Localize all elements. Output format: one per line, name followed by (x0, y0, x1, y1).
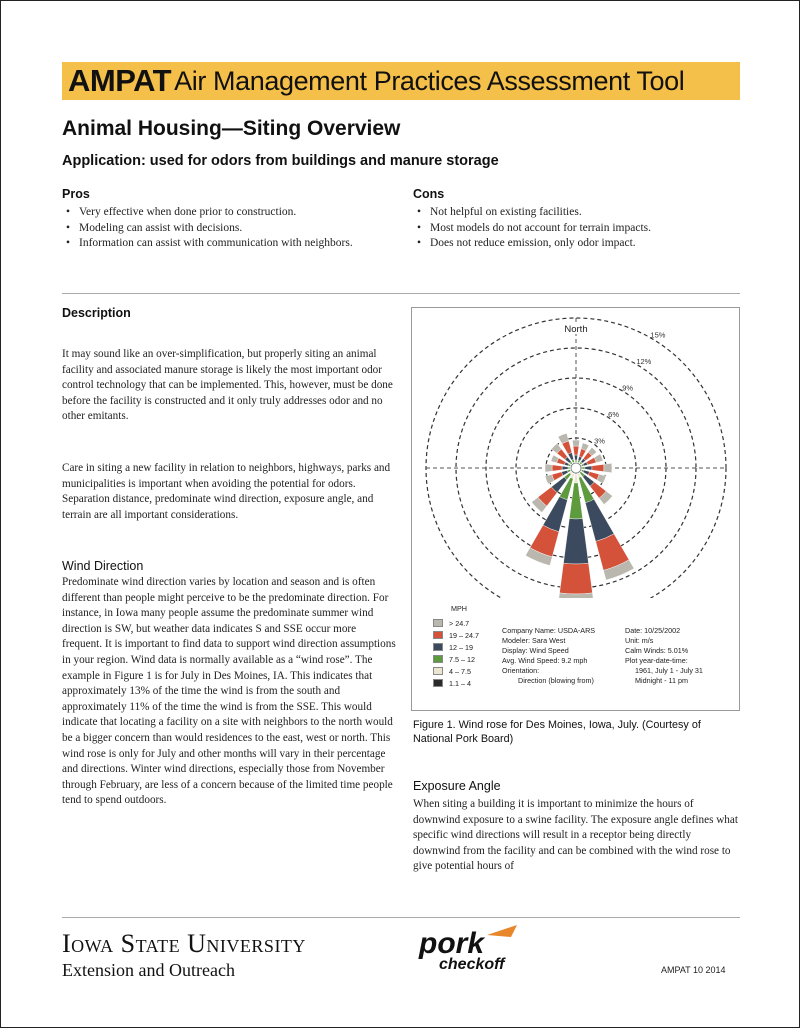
legend-swatch (433, 643, 443, 651)
cons-item: • Not helpful on existing facilities. (415, 205, 740, 221)
pork-checkoff-logo (417, 923, 529, 975)
legend-label: 12 – 19 (449, 642, 473, 652)
legend-entry (433, 665, 479, 677)
rose-segment (604, 463, 612, 472)
info-line: Orientation: (502, 666, 540, 675)
cons-item: • Does not reduce emission, only odor impact. (415, 236, 740, 252)
logo-text-pork: pork (419, 927, 485, 960)
figure-caption: Figure 1. Wind rose for Des Moines, Iowa, July. (Courtesy of National Pork Board) (413, 719, 701, 745)
calm-circle (571, 463, 581, 473)
logo-swoosh-icon (487, 925, 517, 937)
rose-segment (562, 466, 568, 470)
description-paragraph-2: Care in siting a new facility in relation to neighbors, highways, parks and municipalities is important when avoiding the potential for odors. Separation distance, predominate wind direction, exposure angle, and terrain are all important considerations. (62, 462, 391, 521)
pros-heading: Pros (62, 187, 90, 201)
legend-entry (433, 617, 479, 629)
info-line: Date: 10/25/2002 (625, 626, 681, 635)
wind-direction-paragraph: Predominate wind direction varies by location and season and is often different than people might perceive to be the predominate direction. For instance, in Iowa many people assume the predominate summer wind direction is SW, but weather data indicates S and SSE occur more frequent. It is important to find data to support wind direction assumptions in your region. Wind data is normally available as a “wind rose”. The example in Figure 1 is for July in Des Moines, IA. This indicates that approximately 13% of the time the wind is from the south and approximately 11% of the time the wind is from the SSE. This would indicate that locating a facility on a site with neighbors to the north would be a bigger concern than would residences to the east, west or north. This wind rose is only for July and other months will vary in their percentage and directions. Winter wind directions, especially those from November through February, are less of a concern because of the limited time people tend to spend outdoors. (62, 576, 396, 807)
figure-info-right (625, 626, 703, 686)
rose-segment (572, 440, 579, 446)
legend-entry (433, 641, 479, 653)
ring-label: 15% (650, 330, 666, 340)
info-line: Company Name: USDA-ARS (502, 626, 596, 635)
logo-text-checkoff: checkoff (439, 956, 505, 973)
legend-entry (433, 629, 479, 641)
pros-item: • Information can assist with communication with neighbors. (64, 236, 364, 252)
brand-name: AMPAT (68, 63, 172, 98)
north-label: North (564, 324, 588, 335)
legend-label: 19 – 24.7 (449, 630, 479, 640)
brand-full-name: Air Management Practices Assessment Tool (174, 65, 685, 96)
university-name: Iowa State University (62, 929, 306, 958)
header-banner (62, 62, 740, 100)
rose-segment (585, 466, 592, 470)
description-heading: Description (62, 306, 131, 320)
rose-segment (563, 519, 588, 564)
legend-entry (433, 653, 479, 665)
pros-item: • Very effective when done prior to construction. (64, 205, 364, 221)
wind-speed-legend (433, 604, 479, 689)
ring-label: 9% (622, 383, 634, 393)
exposure-angle-heading: Exposure Angle (413, 779, 501, 793)
info-line: Midnight - 11 pm (635, 676, 688, 685)
info-line: 1961, July 1 - July 31 (635, 666, 703, 675)
rose-segment (574, 455, 577, 460)
info-line: Calm Winds: 5.01% (625, 646, 689, 655)
document-code: AMPAT 10 2014 (661, 965, 726, 975)
legend-label: > 24.7 (449, 618, 470, 628)
cons-list (415, 205, 740, 252)
pros-item: • Modeling can assist with decisions. (64, 221, 364, 237)
rose-segment (569, 483, 582, 519)
legend-label: 4 – 7.5 (449, 666, 471, 676)
info-line: Avg. Wind Speed: 9.2 mph (502, 656, 588, 665)
info-line: Unit: m/s (625, 636, 654, 645)
legend-swatch (433, 655, 443, 663)
description-paragraph-1: It may sound like an over-simplification, but properly siting an animal facility and associated manure storage is likely the most important odor control technology that can be implemented. This, however, must be done before the facility is constructed and it only truly addresses odor and no other emitants. (62, 348, 393, 423)
legend-title: MPH (451, 604, 467, 613)
rose-segment (575, 460, 577, 462)
pros-list (64, 205, 364, 252)
page-title: Animal Housing—Siting Overview (62, 117, 401, 140)
legend-label: 1.1 – 4 (449, 678, 471, 688)
legend-swatch (433, 667, 443, 675)
rose-segment (568, 467, 570, 469)
rose-segment (585, 499, 614, 541)
rose-segment (545, 464, 552, 472)
legend-swatch (433, 631, 443, 639)
rose-segment (552, 465, 562, 471)
figure-info-left (502, 626, 595, 686)
info-line: Plot year-date-time: (625, 656, 688, 665)
rose-segment (574, 474, 578, 483)
wind-rose-figure (411, 307, 740, 711)
ring-label: 12% (636, 357, 652, 367)
info-line: Direction (blowing from) (518, 676, 594, 685)
ring-label: 6% (608, 410, 620, 420)
wind-rose-chart (412, 308, 740, 598)
exposure-angle-paragraph: When siting a building it is important to minimize the hours of downwind exposure to a swine facility. The exposure angle defines what specific wind directions will result in a receptor being directly downwind from the facility and can be combined with the wind rose to give potential hours of (413, 798, 738, 873)
cons-heading: Cons (413, 187, 445, 201)
rose-segment (560, 563, 593, 594)
university-extension: Extension and Outreach (62, 960, 235, 980)
section-divider (62, 293, 740, 294)
rose-segment (573, 446, 579, 455)
rose-segment (582, 467, 585, 469)
rose-segment (592, 464, 604, 471)
info-line: Modeler: Sara West (502, 636, 566, 645)
legend-swatch (433, 679, 443, 687)
legend-entry (433, 677, 479, 689)
footer-divider (62, 917, 740, 918)
info-line: Display: Wind Speed (502, 646, 569, 655)
page-subtitle: Application: used for odors from buildings and manure storage (62, 153, 499, 169)
ring-label: 3% (594, 436, 605, 446)
legend-swatch (433, 619, 443, 627)
legend-label: 7.5 – 12 (449, 654, 475, 664)
cons-item: • Most models do not account for terrain impacts. (415, 221, 740, 237)
wind-direction-heading: Wind Direction (62, 559, 144, 573)
